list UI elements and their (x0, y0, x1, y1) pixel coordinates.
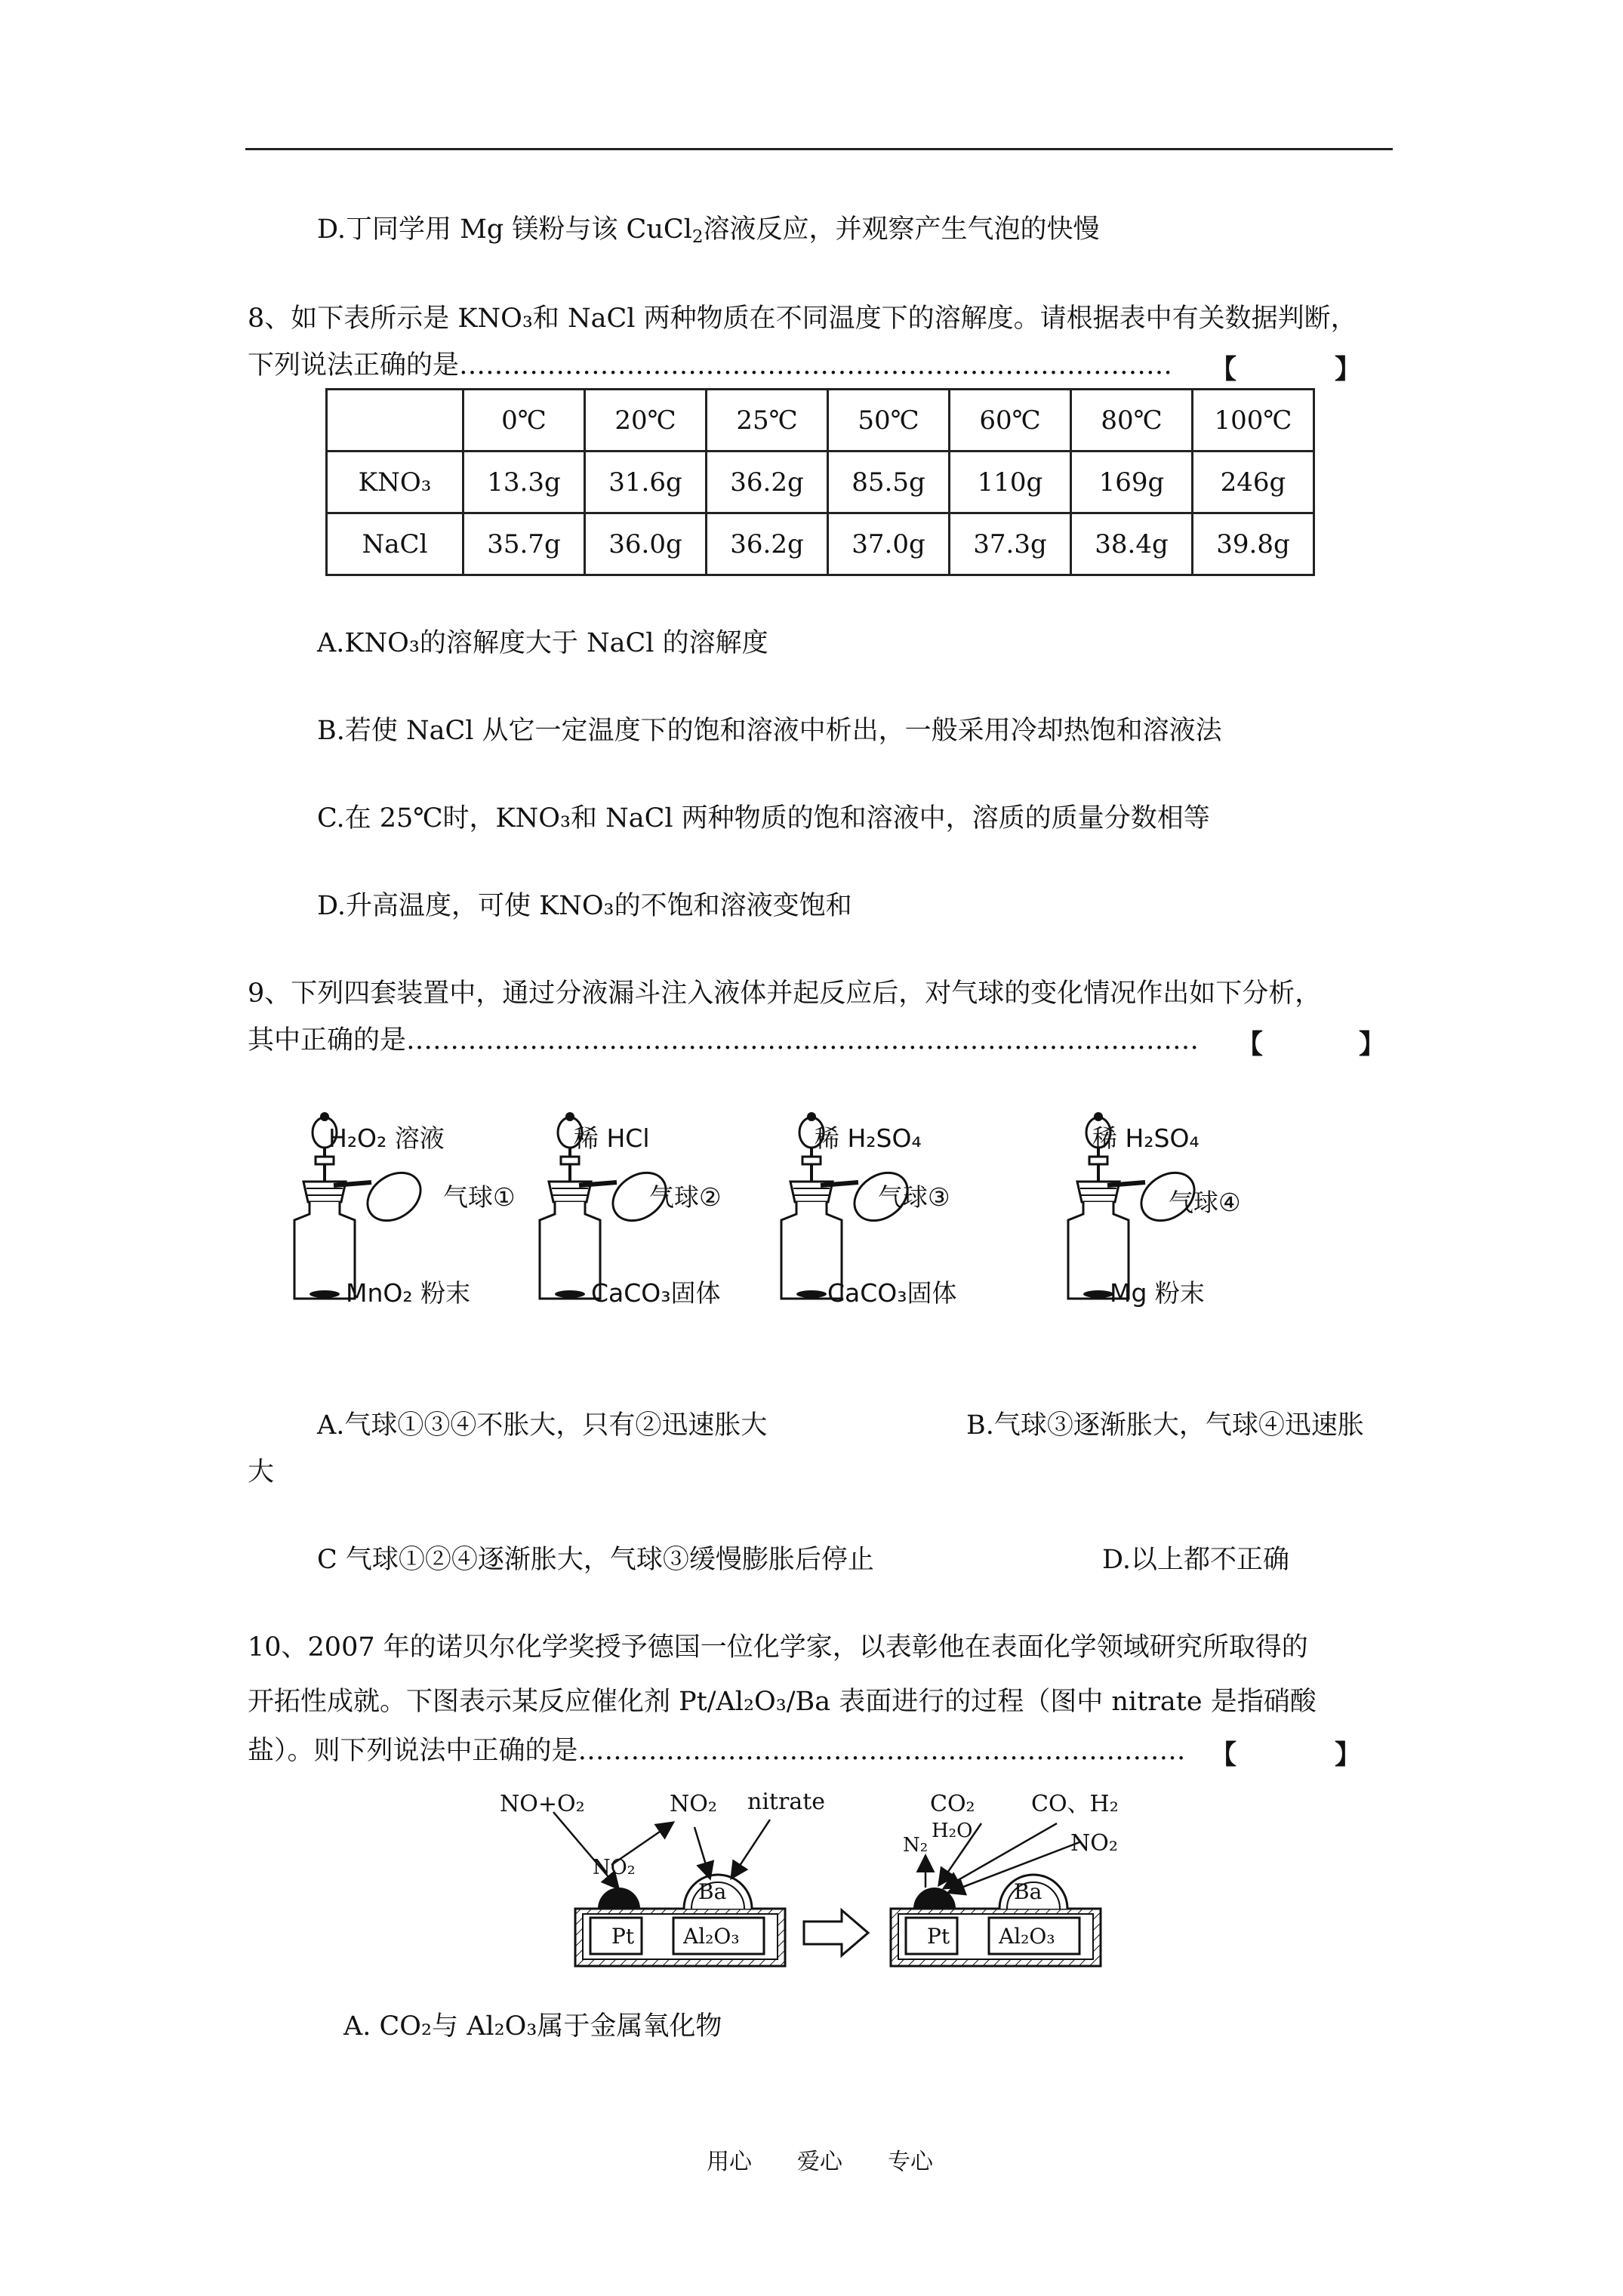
label-h2o: H₂O (932, 1820, 973, 1842)
q7-option-d-text: D.丁同学用 Mg 镁粉与该 CuCl (317, 214, 692, 245)
table-cell: 13.3g (463, 451, 585, 513)
table-cell: 100℃ (1193, 390, 1314, 451)
apparatus-1-liquid-label: H₂O₂ 溶液 (328, 1123, 445, 1153)
table-cell: 110g (950, 451, 1071, 513)
table-cell: 85.5g (828, 451, 950, 513)
apparatus-2-solid-label: CaCO₃固体 (591, 1278, 721, 1308)
label-pt-left: Pt (611, 1924, 635, 1949)
table-row (327, 513, 1314, 575)
q9-option-b: B.气球③逐渐胀大，气球④迅速胀 (966, 1410, 1364, 1441)
apparatus-2-balloon-label: 气球② (649, 1182, 722, 1212)
label-pt-right: Pt (927, 1924, 950, 1949)
table-cell: 246g (1193, 451, 1314, 513)
q10-answer-bracket-open: 【 (1210, 1740, 1237, 1771)
label-al2o3-right: Al₂O₃ (999, 1924, 1055, 1949)
q9-option-b-continued: 大 (248, 1457, 275, 1487)
q9-answer-bracket-open: 【 (1236, 1030, 1264, 1060)
table-cell: 37.0g (828, 513, 950, 575)
label-no2-right: NO₂ (1070, 1830, 1118, 1857)
q8-stem-line2: 下列说法正确的是……………………………………………………………………… (248, 350, 1173, 381)
apparatus-4-balloon-label: 气球④ (1169, 1188, 1241, 1217)
q8-option-a: A.KNO₃的溶解度大于 NaCl 的溶解度 (317, 628, 768, 658)
label-no2-top: NO₂ (670, 1791, 717, 1817)
q9-stem-line1: 9、下列四套装置中，通过分液漏斗注入液体并起反应后，对气球的变化情况作出如下分析， (248, 978, 1322, 1009)
q7-option-d-sub: 2 (691, 227, 704, 247)
apparatus-4-solid-label: Mg 粉末 (1110, 1278, 1205, 1308)
q10-option-a: A. CO₂与 Al₂O₃属于金属氧化物 (343, 2011, 722, 2042)
solubility-table (325, 388, 1315, 576)
table-cell: 37.3g (950, 513, 1071, 575)
table-cell: NaCl (327, 513, 463, 575)
q10-stem-line1: 10、2007 年的诺贝尔化学奖授予德国一位化学家，以表彰他在表面化学领域研究所取得的 (248, 1632, 1308, 1663)
table-cell: 39.8g (1193, 513, 1314, 575)
q7-option-d (317, 213, 1100, 246)
apparatus-4-liquid-label: 稀 H₂SO₄ (1092, 1123, 1200, 1153)
q8-stem-line1: 8、如下表所示是 KNO₃和 NaCl 两种物质在不同温度下的溶解度。请根据表中有关数据判断， (248, 304, 1357, 334)
label-n2: N₂ (903, 1834, 929, 1857)
table-cell: 35.7g (463, 513, 585, 575)
apparatus-3-balloon-label: 气球③ (878, 1182, 950, 1212)
q9-option-d: D.以上都不正确 (1102, 1545, 1289, 1575)
q10-answer-bracket-close: 】 (1335, 1740, 1362, 1771)
q9-option-a: A.气球①③④不胀大，只有②迅速胀大 (317, 1410, 768, 1441)
table-cell: 50℃ (828, 390, 950, 451)
apparatus-1-solid-label: MnO₂ 粉末 (346, 1278, 471, 1308)
q8-option-b: B.若使 NaCl 从它一定温度下的饱和溶液中析出，一般采用冷却热饱和溶液法 (317, 716, 1222, 746)
page-footer: 用心 爱心 专心 (707, 2149, 933, 2175)
process-arrow (804, 1910, 868, 1955)
q9-option-c: C 气球①②④逐渐胀大，气球③缓慢膨胀后停止 (317, 1545, 874, 1575)
table-cell: 36.0g (585, 513, 707, 575)
q10-stem-line2: 开拓性成就。下图表示某反应催化剂 Pt/Al₂O₃/Ba 表面进行的过程（图中 nitrate 是指硝酸 (248, 1687, 1317, 1717)
q8-answer-bracket-close: 】 (1335, 355, 1362, 385)
table-cell: 38.4g (1071, 513, 1193, 575)
label-ba-left: Ba (698, 1879, 727, 1904)
label-ba-right: Ba (1014, 1879, 1042, 1904)
table-cell: 36.2g (707, 451, 828, 513)
q8-answer-bracket-open: 【 (1210, 355, 1237, 385)
table-cell: 31.6g (585, 451, 707, 513)
table-cell: 25℃ (707, 390, 828, 451)
apparatus-3-solid-label: CaCO₃固体 (827, 1278, 957, 1308)
label-no-o2: NO+O₂ (500, 1791, 585, 1817)
label-al2o3-left: Al₂O₃ (683, 1924, 740, 1949)
table-cell: 60℃ (950, 390, 1071, 451)
table-cell (327, 390, 463, 451)
table-cell: 20℃ (585, 390, 707, 451)
table-header-row (327, 390, 1314, 451)
apparatus-1-balloon-label: 气球① (443, 1182, 516, 1212)
apparatus-2-liquid-label: 稀 HCl (574, 1123, 650, 1153)
catalyst-left-panel (553, 1812, 785, 1966)
q8-option-c: C.在 25℃时，KNO₃和 NaCl 两种物质的饱和溶液中，溶质的质量分数相等 (317, 803, 1210, 834)
table-cell: 169g (1071, 451, 1193, 513)
label-nitrate: nitrate (747, 1789, 826, 1815)
table-cell: 0℃ (463, 390, 585, 451)
table-cell: 80℃ (1071, 390, 1193, 451)
apparatus-3-liquid-label: 稀 H₂SO₄ (815, 1123, 922, 1153)
table-cell: 36.2g (707, 513, 828, 575)
table-row (327, 451, 1314, 513)
q8-option-d: D.升高温度，可使 KNO₃的不饱和溶液变饱和 (317, 891, 852, 921)
q9-answer-bracket-close: 】 (1359, 1030, 1386, 1060)
label-co2: CO₂ (930, 1791, 975, 1817)
q9-stem-line2: 其中正确的是……………………………………………………………………………… (248, 1025, 1200, 1056)
header-rule (245, 148, 1393, 150)
label-no2-small: NO₂ (593, 1856, 636, 1879)
label-co-h2: CO、H₂ (1031, 1791, 1119, 1817)
q7-option-d-text-end: 溶液反应，并观察产生气泡的快慢 (703, 214, 1100, 245)
table-cell: KNO₃ (327, 451, 463, 513)
q10-stem-line3: 盐）。则下列说法中正确的是…………………………………………………………… (248, 1736, 1186, 1766)
